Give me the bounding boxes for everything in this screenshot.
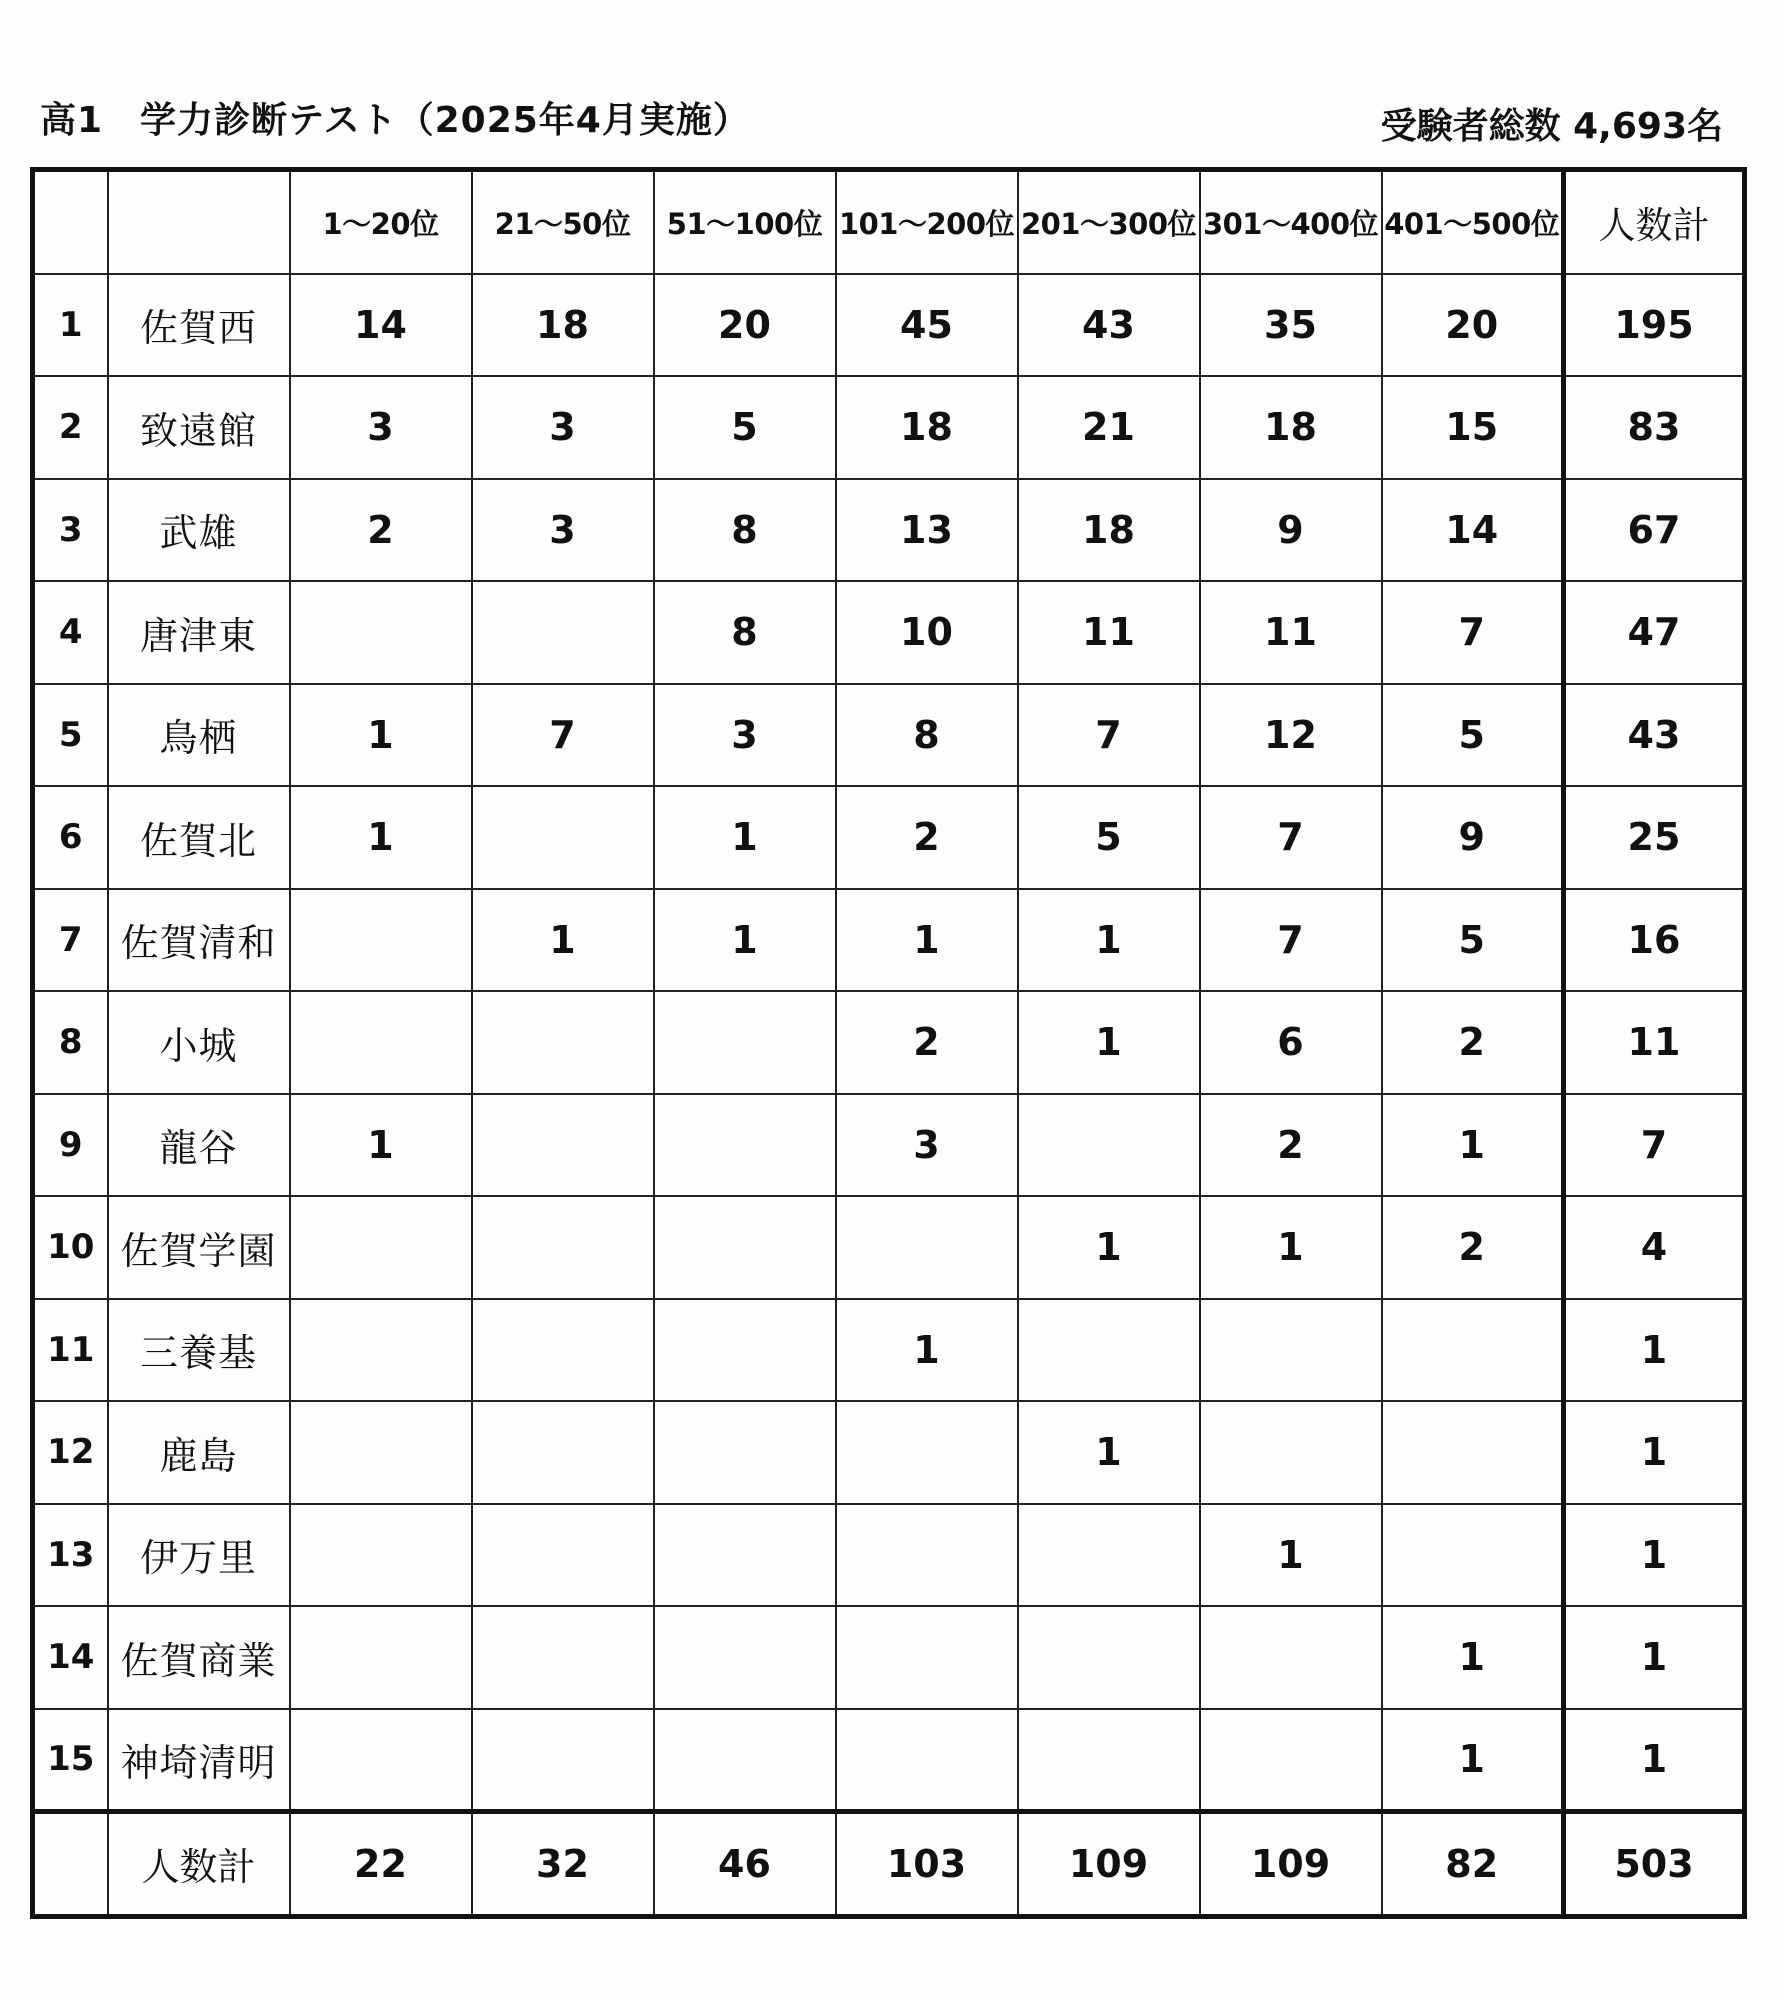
school-name: 唐津東	[108, 581, 290, 684]
count-cell: 3	[472, 479, 654, 582]
header-row	[33, 170, 1745, 274]
count-cell: 5	[654, 376, 836, 479]
table-row	[33, 1401, 1745, 1504]
count-cell	[836, 1504, 1018, 1607]
count-cell	[1018, 1709, 1200, 1812]
school-name: 佐賀学園	[108, 1196, 290, 1299]
examinee-total: 受験者総数 4,693名	[1380, 106, 1723, 147]
table-row	[33, 1094, 1745, 1197]
count-cell: 3	[836, 1094, 1018, 1197]
count-cell: 2	[1200, 1094, 1382, 1197]
count-cell	[1382, 1401, 1564, 1504]
count-cell	[290, 1196, 472, 1299]
count-cell: 6	[1200, 991, 1382, 1094]
count-cell: 35	[1200, 274, 1382, 377]
school-name: 小城	[108, 991, 290, 1094]
row-total-cell: 16	[1564, 889, 1745, 992]
row-total-cell: 47	[1564, 581, 1745, 684]
count-cell: 1	[290, 1094, 472, 1197]
school-name: 伊万里	[108, 1504, 290, 1607]
count-cell: 14	[290, 274, 472, 377]
count-cell: 2	[836, 991, 1018, 1094]
count-cell: 13	[836, 479, 1018, 582]
count-cell	[290, 991, 472, 1094]
header-cell-rank-51-100: 51～100位	[654, 170, 836, 274]
count-cell: 18	[472, 274, 654, 377]
count-cell: 5	[1382, 889, 1564, 992]
count-cell: 1	[1018, 1401, 1200, 1504]
count-cell	[290, 581, 472, 684]
count-cell	[290, 1401, 472, 1504]
header-cell-total: 人数計	[1564, 170, 1745, 274]
table-row	[33, 274, 1745, 377]
count-cell	[836, 1401, 1018, 1504]
row-index: 1	[33, 274, 108, 377]
count-cell: 3	[654, 684, 836, 787]
count-cell: 7	[1382, 581, 1564, 684]
count-cell: 2	[290, 479, 472, 582]
count-cell: 1	[654, 786, 836, 889]
count-cell: 8	[836, 684, 1018, 787]
header-cell-rank-201-300: 201～300位	[1018, 170, 1200, 274]
count-cell: 1	[290, 684, 472, 787]
count-cell: 20	[654, 274, 836, 377]
count-cell	[1018, 1504, 1200, 1607]
count-cell	[654, 1504, 836, 1607]
school-name: 佐賀北	[108, 786, 290, 889]
header-cell-rank-401-500: 401～500位	[1382, 170, 1564, 274]
count-cell: 14	[1382, 479, 1564, 582]
school-name: 三養基	[108, 1299, 290, 1402]
row-index: 15	[33, 1709, 108, 1812]
count-cell	[836, 1606, 1018, 1709]
table-row	[33, 786, 1745, 889]
count-cell: 45	[836, 274, 1018, 377]
count-cell: 1	[290, 786, 472, 889]
header-cell-rank-1-20: 1～20位	[290, 170, 472, 274]
count-cell	[472, 1606, 654, 1709]
count-cell: 1	[1018, 889, 1200, 992]
count-cell: 1	[836, 889, 1018, 992]
count-cell	[1200, 1709, 1382, 1812]
row-index: 3	[33, 479, 108, 582]
row-total-cell: 43	[1564, 684, 1745, 787]
grand-total-cell: 503	[1564, 1811, 1745, 1916]
table-row	[33, 581, 1745, 684]
count-cell: 20	[1382, 274, 1564, 377]
count-cell: 15	[1382, 376, 1564, 479]
table-row	[33, 889, 1745, 992]
count-cell: 2	[1382, 1196, 1564, 1299]
school-name: 致遠館	[108, 376, 290, 479]
row-index: 10	[33, 1196, 108, 1299]
count-cell: 21	[1018, 376, 1200, 479]
count-cell	[1018, 1094, 1200, 1197]
header-cell-rank-101-200: 101～200位	[836, 170, 1018, 274]
count-cell	[472, 786, 654, 889]
count-cell: 43	[1018, 274, 1200, 377]
column-total-cell: 109	[1200, 1811, 1382, 1916]
count-cell: 18	[1018, 479, 1200, 582]
column-total-cell: 109	[1018, 1811, 1200, 1916]
count-cell	[1018, 1299, 1200, 1402]
table-row	[33, 376, 1745, 479]
count-cell: 5	[1382, 684, 1564, 787]
count-cell: 9	[1382, 786, 1564, 889]
count-cell: 1	[1018, 991, 1200, 1094]
row-index: 4	[33, 581, 108, 684]
row-total-cell: 1	[1564, 1299, 1745, 1402]
table-row	[33, 1196, 1745, 1299]
count-cell: 7	[1018, 684, 1200, 787]
document-title: 高1 学力診断テスト（2025年4月実施）	[40, 100, 750, 141]
count-cell: 12	[1200, 684, 1382, 787]
count-cell	[654, 1606, 836, 1709]
school-name: 佐賀西	[108, 274, 290, 377]
count-cell: 1	[1382, 1094, 1564, 1197]
count-cell	[1382, 1504, 1564, 1607]
column-total-cell: 82	[1382, 1811, 1564, 1916]
school-name: 鳥栖	[108, 684, 290, 787]
row-index: 6	[33, 786, 108, 889]
header-cell-index	[33, 170, 108, 274]
school-name: 神埼清明	[108, 1709, 290, 1812]
row-index: 11	[33, 1299, 108, 1402]
count-cell: 1	[1018, 1196, 1200, 1299]
school-name: 龍谷	[108, 1094, 290, 1197]
column-total-cell: 32	[472, 1811, 654, 1916]
count-cell	[472, 1504, 654, 1607]
table-row	[33, 1299, 1745, 1402]
count-cell: 18	[836, 376, 1018, 479]
count-cell	[654, 1401, 836, 1504]
count-cell: 1	[836, 1299, 1018, 1402]
school-name: 佐賀清和	[108, 889, 290, 992]
count-cell: 7	[1200, 786, 1382, 889]
count-cell	[1200, 1401, 1382, 1504]
row-index: 13	[33, 1504, 108, 1607]
row-total-cell: 1	[1564, 1709, 1745, 1812]
count-cell: 7	[472, 684, 654, 787]
count-cell	[654, 1299, 836, 1402]
row-total-cell: 1	[1564, 1504, 1745, 1607]
table-body	[33, 170, 1745, 1917]
row-total-cell: 1	[1564, 1401, 1745, 1504]
school-name: 鹿島	[108, 1401, 290, 1504]
table-row	[33, 684, 1745, 787]
row-total-cell: 11	[1564, 991, 1745, 1094]
row-total-cell: 83	[1564, 376, 1745, 479]
count-cell	[654, 1196, 836, 1299]
count-cell: 1	[1200, 1504, 1382, 1607]
table-row	[33, 991, 1745, 1094]
row-index: 8	[33, 991, 108, 1094]
count-cell: 3	[290, 376, 472, 479]
row-index: 5	[33, 684, 108, 787]
count-cell	[654, 1094, 836, 1197]
count-cell: 11	[1018, 581, 1200, 684]
total-row-label: 人数計	[108, 1811, 290, 1916]
count-cell: 1	[472, 889, 654, 992]
ranking-table	[30, 167, 1747, 1919]
count-cell	[472, 1196, 654, 1299]
count-cell	[836, 1196, 1018, 1299]
total-row-index	[33, 1811, 108, 1916]
column-total-cell: 46	[654, 1811, 836, 1916]
table-row	[33, 1709, 1745, 1812]
count-cell	[654, 991, 836, 1094]
count-cell: 8	[654, 479, 836, 582]
count-cell: 10	[836, 581, 1018, 684]
count-cell	[836, 1709, 1018, 1812]
count-cell	[472, 1401, 654, 1504]
row-index: 12	[33, 1401, 108, 1504]
count-cell: 9	[1200, 479, 1382, 582]
total-row	[33, 1811, 1745, 1916]
header-cell-school	[108, 170, 290, 274]
count-cell	[290, 1606, 472, 1709]
row-index: 14	[33, 1606, 108, 1709]
count-cell	[472, 991, 654, 1094]
count-cell: 1	[1382, 1709, 1564, 1812]
count-cell: 7	[1200, 889, 1382, 992]
count-cell	[290, 1709, 472, 1812]
count-cell: 1	[654, 889, 836, 992]
row-index: 7	[33, 889, 108, 992]
count-cell: 2	[836, 786, 1018, 889]
row-total-cell: 1	[1564, 1606, 1745, 1709]
count-cell: 11	[1200, 581, 1382, 684]
count-cell	[472, 1094, 654, 1197]
header-cell-rank-301-400: 301～400位	[1200, 170, 1382, 274]
school-name: 佐賀商業	[108, 1606, 290, 1709]
count-cell	[290, 1299, 472, 1402]
count-cell	[290, 889, 472, 992]
row-index: 9	[33, 1094, 108, 1197]
row-total-cell: 4	[1564, 1196, 1745, 1299]
count-cell: 2	[1382, 991, 1564, 1094]
row-index: 2	[33, 376, 108, 479]
count-cell: 5	[1018, 786, 1200, 889]
column-total-cell: 103	[836, 1811, 1018, 1916]
column-total-cell: 22	[290, 1811, 472, 1916]
table-row	[33, 1606, 1745, 1709]
table-row	[33, 1504, 1745, 1607]
count-cell: 3	[472, 376, 654, 479]
count-cell	[472, 1709, 654, 1812]
table-row	[33, 479, 1745, 582]
count-cell: 8	[654, 581, 836, 684]
count-cell	[654, 1709, 836, 1812]
count-cell: 1	[1200, 1196, 1382, 1299]
count-cell	[472, 581, 654, 684]
count-cell	[472, 1299, 654, 1402]
row-total-cell: 67	[1564, 479, 1745, 582]
count-cell: 1	[1382, 1606, 1564, 1709]
row-total-cell: 25	[1564, 786, 1745, 889]
count-cell	[1200, 1606, 1382, 1709]
count-cell	[1382, 1299, 1564, 1402]
count-cell	[1200, 1299, 1382, 1402]
row-total-cell: 195	[1564, 274, 1745, 377]
count-cell: 18	[1200, 376, 1382, 479]
row-total-cell: 7	[1564, 1094, 1745, 1197]
school-name: 武雄	[108, 479, 290, 582]
header-cell-rank-21-50: 21～50位	[472, 170, 654, 274]
count-cell	[1018, 1606, 1200, 1709]
count-cell	[290, 1504, 472, 1607]
